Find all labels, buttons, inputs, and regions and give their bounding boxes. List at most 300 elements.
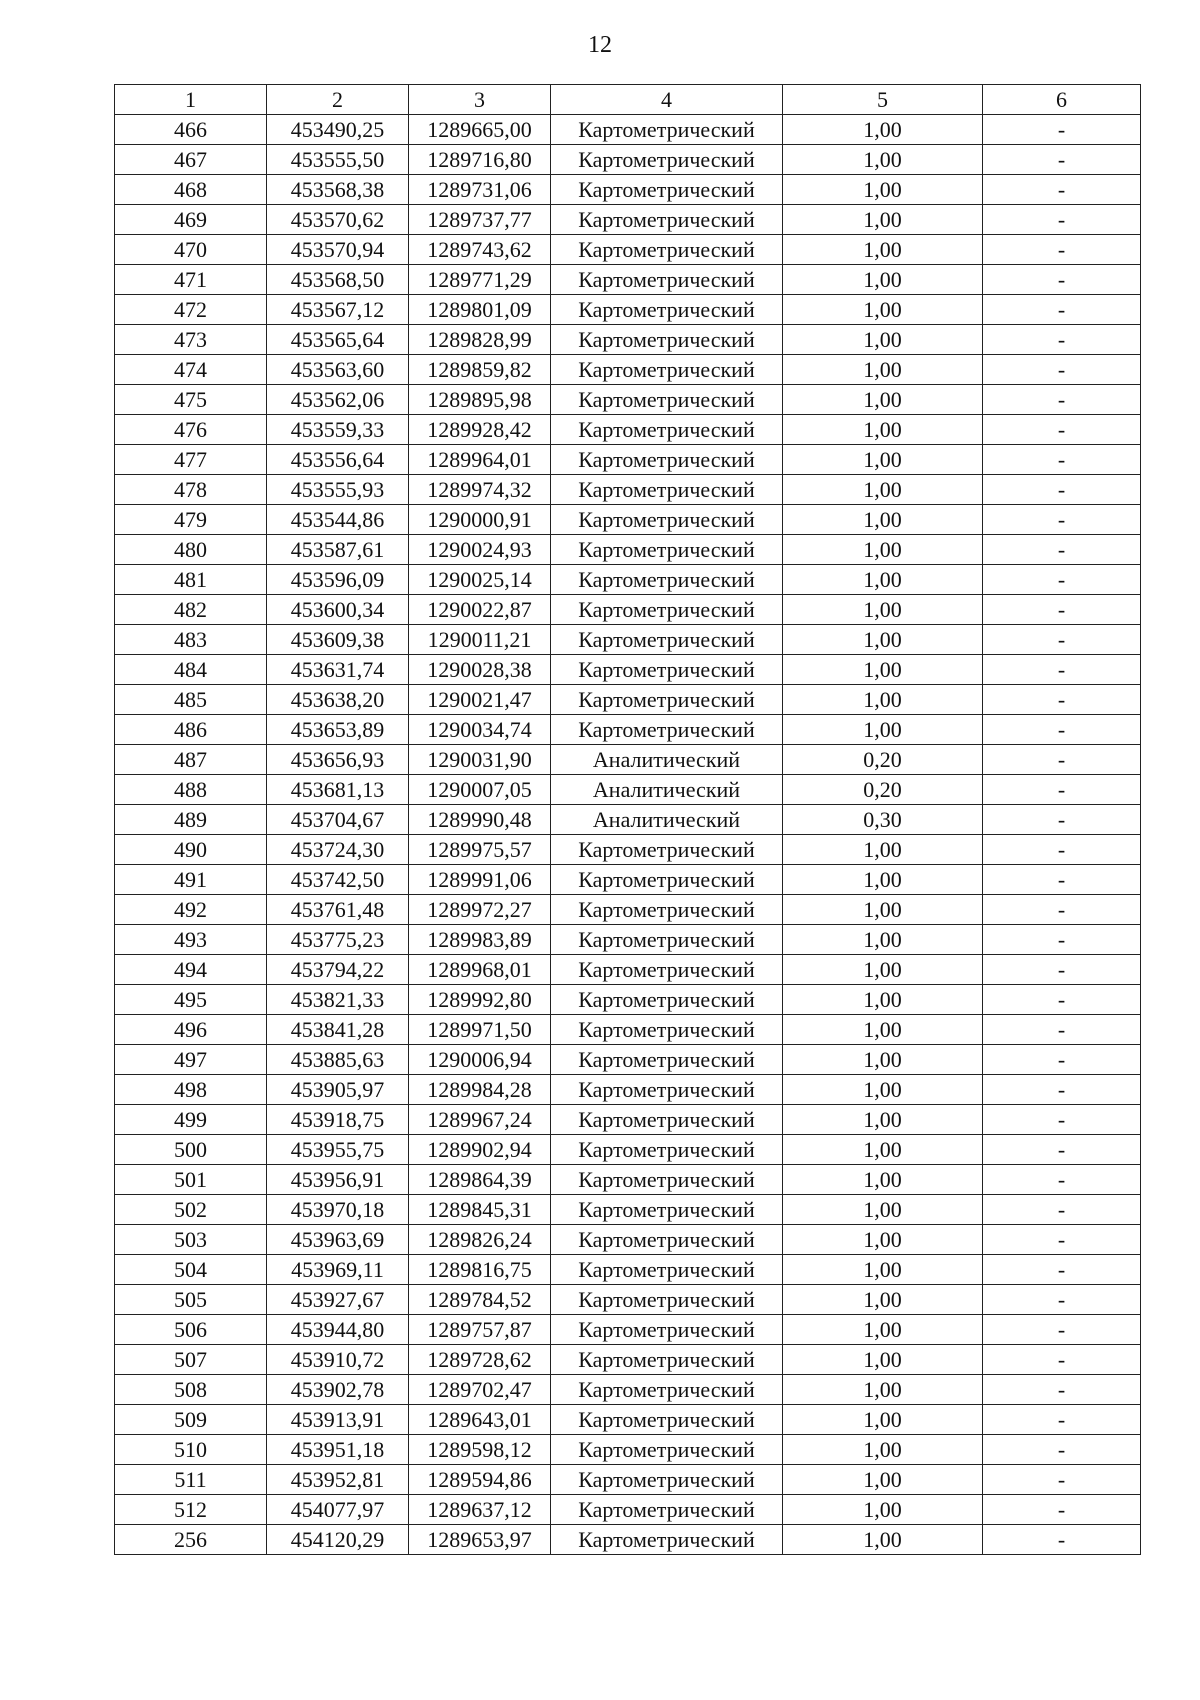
x-coordinate-cell: 453970,18 (267, 1195, 409, 1225)
note-cell: - (983, 475, 1141, 505)
method-cell: Картометрический (551, 1435, 783, 1465)
y-coordinate-cell: 1289864,39 (409, 1165, 551, 1195)
point-number-cell: 473 (115, 325, 267, 355)
y-coordinate-cell: 1289816,75 (409, 1255, 551, 1285)
method-cell: Картометрический (551, 1165, 783, 1195)
x-coordinate-cell: 453969,11 (267, 1255, 409, 1285)
note-cell: - (983, 1165, 1141, 1195)
x-coordinate-cell: 453555,93 (267, 475, 409, 505)
table-row (115, 715, 1141, 745)
note-cell: - (983, 565, 1141, 595)
y-coordinate-cell: 1289974,32 (409, 475, 551, 505)
y-coordinate-cell: 1289828,99 (409, 325, 551, 355)
table-row (115, 955, 1141, 985)
note-cell: - (983, 145, 1141, 175)
point-number-cell: 481 (115, 565, 267, 595)
method-cell: Картометрический (551, 1105, 783, 1135)
accuracy-cell: 1,00 (783, 1165, 983, 1195)
y-coordinate-cell: 1289737,77 (409, 205, 551, 235)
y-coordinate-cell: 1289968,01 (409, 955, 551, 985)
method-cell: Картометрический (551, 325, 783, 355)
table-container (114, 84, 1141, 1555)
point-number-cell: 478 (115, 475, 267, 505)
method-cell: Картометрический (551, 1375, 783, 1405)
x-coordinate-cell: 453681,13 (267, 775, 409, 805)
point-number-cell: 477 (115, 445, 267, 475)
x-coordinate-cell: 453963,69 (267, 1225, 409, 1255)
accuracy-cell: 1,00 (783, 1225, 983, 1255)
method-cell: Картометрический (551, 295, 783, 325)
table-row (115, 925, 1141, 955)
point-number-cell: 508 (115, 1375, 267, 1405)
point-number-cell: 466 (115, 115, 267, 145)
note-cell: - (983, 1435, 1141, 1465)
method-cell: Картометрический (551, 1255, 783, 1285)
point-number-cell: 487 (115, 745, 267, 775)
table-row (115, 895, 1141, 925)
y-coordinate-cell: 1289983,89 (409, 925, 551, 955)
x-coordinate-cell: 454077,97 (267, 1495, 409, 1525)
note-cell: - (983, 1285, 1141, 1315)
note-cell: - (983, 1015, 1141, 1045)
point-number-cell: 483 (115, 625, 267, 655)
table-row (115, 1015, 1141, 1045)
method-cell: Картометрический (551, 145, 783, 175)
table-row (115, 865, 1141, 895)
note-cell: - (983, 1465, 1141, 1495)
accuracy-cell: 1,00 (783, 325, 983, 355)
y-coordinate-cell: 1290031,90 (409, 745, 551, 775)
method-cell: Картометрический (551, 175, 783, 205)
point-number-cell: 485 (115, 685, 267, 715)
y-coordinate-cell: 1289972,27 (409, 895, 551, 925)
table-row (115, 805, 1141, 835)
table-row (115, 1105, 1141, 1135)
table-row (115, 445, 1141, 475)
note-cell: - (983, 175, 1141, 205)
method-cell: Картометрический (551, 1405, 783, 1435)
x-coordinate-cell: 453565,64 (267, 325, 409, 355)
note-cell: - (983, 1525, 1141, 1555)
table-row (115, 145, 1141, 175)
y-coordinate-cell: 1289992,80 (409, 985, 551, 1015)
method-cell: Картометрический (551, 925, 783, 955)
method-cell: Картометрический (551, 445, 783, 475)
method-cell: Картометрический (551, 625, 783, 655)
point-number-cell: 502 (115, 1195, 267, 1225)
accuracy-cell: 1,00 (783, 445, 983, 475)
accuracy-cell: 1,00 (783, 355, 983, 385)
note-cell: - (983, 1315, 1141, 1345)
point-number-cell: 469 (115, 205, 267, 235)
method-cell: Картометрический (551, 1285, 783, 1315)
note-cell: - (983, 1045, 1141, 1075)
table-row (115, 625, 1141, 655)
accuracy-cell: 0,20 (783, 745, 983, 775)
x-coordinate-cell: 453600,34 (267, 595, 409, 625)
x-coordinate-cell: 453490,25 (267, 115, 409, 145)
x-coordinate-cell: 453704,67 (267, 805, 409, 835)
coordinates-table (114, 84, 1141, 1555)
table-row (115, 1345, 1141, 1375)
y-coordinate-cell: 1290022,87 (409, 595, 551, 625)
note-cell: - (983, 1075, 1141, 1105)
column-header-3: 3 (409, 85, 551, 115)
note-cell: - (983, 1375, 1141, 1405)
accuracy-cell: 1,00 (783, 1135, 983, 1165)
table-row (115, 1045, 1141, 1075)
accuracy-cell: 1,00 (783, 1525, 983, 1555)
note-cell: - (983, 445, 1141, 475)
note-cell: - (983, 1345, 1141, 1375)
note-cell: - (983, 715, 1141, 745)
accuracy-cell: 1,00 (783, 925, 983, 955)
y-coordinate-cell: 1290007,05 (409, 775, 551, 805)
x-coordinate-cell: 453761,48 (267, 895, 409, 925)
point-number-cell: 494 (115, 955, 267, 985)
y-coordinate-cell: 1289967,24 (409, 1105, 551, 1135)
note-cell: - (983, 925, 1141, 955)
table-row (115, 535, 1141, 565)
x-coordinate-cell: 453544,86 (267, 505, 409, 535)
point-number-cell: 497 (115, 1045, 267, 1075)
method-cell: Картометрический (551, 1345, 783, 1375)
accuracy-cell: 0,20 (783, 775, 983, 805)
x-coordinate-cell: 453562,06 (267, 385, 409, 415)
method-cell: Картометрический (551, 595, 783, 625)
accuracy-cell: 1,00 (783, 835, 983, 865)
note-cell: - (983, 955, 1141, 985)
y-coordinate-cell: 1289990,48 (409, 805, 551, 835)
accuracy-cell: 1,00 (783, 505, 983, 535)
x-coordinate-cell: 453910,72 (267, 1345, 409, 1375)
x-coordinate-cell: 453724,30 (267, 835, 409, 865)
note-cell: - (983, 325, 1141, 355)
table-row (115, 1075, 1141, 1105)
method-cell: Картометрический (551, 475, 783, 505)
point-number-cell: 484 (115, 655, 267, 685)
y-coordinate-cell: 1289801,09 (409, 295, 551, 325)
accuracy-cell: 1,00 (783, 1195, 983, 1225)
point-number-cell: 504 (115, 1255, 267, 1285)
table-row (115, 775, 1141, 805)
column-header-6: 6 (983, 85, 1141, 115)
note-cell: - (983, 1255, 1141, 1285)
accuracy-cell: 1,00 (783, 1375, 983, 1405)
point-number-cell: 505 (115, 1285, 267, 1315)
x-coordinate-cell: 453587,61 (267, 535, 409, 565)
table-row (115, 1465, 1141, 1495)
table-row (115, 1165, 1141, 1195)
x-coordinate-cell: 453568,38 (267, 175, 409, 205)
x-coordinate-cell: 453568,50 (267, 265, 409, 295)
point-number-cell: 499 (115, 1105, 267, 1135)
table-row (115, 175, 1141, 205)
column-header-4: 4 (551, 85, 783, 115)
table-row (115, 1285, 1141, 1315)
point-number-cell: 510 (115, 1435, 267, 1465)
note-cell: - (983, 1225, 1141, 1255)
table-row (115, 385, 1141, 415)
y-coordinate-cell: 1289743,62 (409, 235, 551, 265)
accuracy-cell: 1,00 (783, 145, 983, 175)
accuracy-cell: 1,00 (783, 295, 983, 325)
accuracy-cell: 1,00 (783, 385, 983, 415)
note-cell: - (983, 1195, 1141, 1225)
accuracy-cell: 1,00 (783, 1045, 983, 1075)
point-number-cell: 500 (115, 1135, 267, 1165)
point-number-cell: 471 (115, 265, 267, 295)
table-row (115, 325, 1141, 355)
method-cell: Картометрический (551, 565, 783, 595)
y-coordinate-cell: 1289859,82 (409, 355, 551, 385)
accuracy-cell: 1,00 (783, 535, 983, 565)
table-row (115, 235, 1141, 265)
method-cell: Картометрический (551, 415, 783, 445)
note-cell: - (983, 295, 1141, 325)
accuracy-cell: 0,30 (783, 805, 983, 835)
x-coordinate-cell: 453885,63 (267, 1045, 409, 1075)
y-coordinate-cell: 1289731,06 (409, 175, 551, 205)
accuracy-cell: 1,00 (783, 1435, 983, 1465)
accuracy-cell: 1,00 (783, 685, 983, 715)
table-row (115, 1315, 1141, 1345)
table-row (115, 475, 1141, 505)
point-number-cell: 474 (115, 355, 267, 385)
accuracy-cell: 1,00 (783, 1105, 983, 1135)
method-cell: Картометрический (551, 1315, 783, 1345)
note-cell: - (983, 415, 1141, 445)
column-header-2: 2 (267, 85, 409, 115)
point-number-cell: 490 (115, 835, 267, 865)
column-header-1: 1 (115, 85, 267, 115)
note-cell: - (983, 1135, 1141, 1165)
table-row (115, 115, 1141, 145)
x-coordinate-cell: 453567,12 (267, 295, 409, 325)
x-coordinate-cell: 453952,81 (267, 1465, 409, 1495)
accuracy-cell: 1,00 (783, 1345, 983, 1375)
accuracy-cell: 1,00 (783, 265, 983, 295)
note-cell: - (983, 205, 1141, 235)
point-number-cell: 468 (115, 175, 267, 205)
x-coordinate-cell: 453944,80 (267, 1315, 409, 1345)
accuracy-cell: 1,00 (783, 865, 983, 895)
point-number-cell: 480 (115, 535, 267, 565)
note-cell: - (983, 865, 1141, 895)
table-row (115, 1375, 1141, 1405)
note-cell: - (983, 595, 1141, 625)
table-row (115, 985, 1141, 1015)
x-coordinate-cell: 453563,60 (267, 355, 409, 385)
point-number-cell: 496 (115, 1015, 267, 1045)
point-number-cell: 495 (115, 985, 267, 1015)
note-cell: - (983, 775, 1141, 805)
x-coordinate-cell: 453821,33 (267, 985, 409, 1015)
x-coordinate-cell: 453609,38 (267, 625, 409, 655)
method-cell: Картометрический (551, 1195, 783, 1225)
x-coordinate-cell: 453656,93 (267, 745, 409, 775)
note-cell: - (983, 805, 1141, 835)
table-row (115, 595, 1141, 625)
point-number-cell: 482 (115, 595, 267, 625)
point-number-cell: 472 (115, 295, 267, 325)
x-coordinate-cell: 453653,89 (267, 715, 409, 745)
method-cell: Картометрический (551, 205, 783, 235)
x-coordinate-cell: 453918,75 (267, 1105, 409, 1135)
accuracy-cell: 1,00 (783, 1015, 983, 1045)
x-coordinate-cell: 453955,75 (267, 1135, 409, 1165)
point-number-cell: 475 (115, 385, 267, 415)
accuracy-cell: 1,00 (783, 625, 983, 655)
page-number: 12 (588, 32, 612, 58)
y-coordinate-cell: 1289653,97 (409, 1525, 551, 1555)
note-cell: - (983, 235, 1141, 265)
y-coordinate-cell: 1290024,93 (409, 535, 551, 565)
accuracy-cell: 1,00 (783, 475, 983, 505)
table-row (115, 1135, 1141, 1165)
table-row (115, 505, 1141, 535)
y-coordinate-cell: 1289598,12 (409, 1435, 551, 1465)
y-coordinate-cell: 1290000,91 (409, 505, 551, 535)
point-number-cell: 467 (115, 145, 267, 175)
method-cell: Картометрический (551, 1465, 783, 1495)
point-number-cell: 476 (115, 415, 267, 445)
table-row (115, 295, 1141, 325)
method-cell: Аналитический (551, 775, 783, 805)
point-number-cell: 492 (115, 895, 267, 925)
table-row (115, 1495, 1141, 1525)
accuracy-cell: 1,00 (783, 955, 983, 985)
x-coordinate-cell: 453570,94 (267, 235, 409, 265)
table-row (115, 835, 1141, 865)
x-coordinate-cell: 453927,67 (267, 1285, 409, 1315)
point-number-cell: 470 (115, 235, 267, 265)
method-cell: Картометрический (551, 1015, 783, 1045)
table-header (115, 85, 1141, 115)
method-cell: Картометрический (551, 835, 783, 865)
method-cell: Картометрический (551, 355, 783, 385)
method-cell: Картометрический (551, 685, 783, 715)
accuracy-cell: 1,00 (783, 1255, 983, 1285)
y-coordinate-cell: 1289964,01 (409, 445, 551, 475)
method-cell: Картометрический (551, 1525, 783, 1555)
point-number-cell: 491 (115, 865, 267, 895)
y-coordinate-cell: 1289771,29 (409, 265, 551, 295)
table-row (115, 745, 1141, 775)
y-coordinate-cell: 1290011,21 (409, 625, 551, 655)
y-coordinate-cell: 1289643,01 (409, 1405, 551, 1435)
note-cell: - (983, 535, 1141, 565)
point-number-cell: 493 (115, 925, 267, 955)
table-row (115, 1195, 1141, 1225)
accuracy-cell: 1,00 (783, 715, 983, 745)
point-number-cell: 506 (115, 1315, 267, 1345)
table-row (115, 355, 1141, 385)
table-row (115, 1525, 1141, 1555)
point-number-cell: 511 (115, 1465, 267, 1495)
method-cell: Картометрический (551, 235, 783, 265)
accuracy-cell: 1,00 (783, 565, 983, 595)
point-number-cell: 479 (115, 505, 267, 535)
point-number-cell: 256 (115, 1525, 267, 1555)
method-cell: Аналитический (551, 745, 783, 775)
method-cell: Картометрический (551, 1495, 783, 1525)
accuracy-cell: 1,00 (783, 595, 983, 625)
accuracy-cell: 1,00 (783, 985, 983, 1015)
note-cell: - (983, 1405, 1141, 1435)
method-cell: Картометрический (551, 655, 783, 685)
table-row (115, 1405, 1141, 1435)
note-cell: - (983, 385, 1141, 415)
method-cell: Картометрический (551, 895, 783, 925)
y-coordinate-cell: 1289826,24 (409, 1225, 551, 1255)
y-coordinate-cell: 1289971,50 (409, 1015, 551, 1045)
x-coordinate-cell: 453902,78 (267, 1375, 409, 1405)
note-cell: - (983, 835, 1141, 865)
accuracy-cell: 1,00 (783, 205, 983, 235)
table-row (115, 415, 1141, 445)
y-coordinate-cell: 1290034,74 (409, 715, 551, 745)
x-coordinate-cell: 453841,28 (267, 1015, 409, 1045)
method-cell: Картометрический (551, 505, 783, 535)
accuracy-cell: 1,00 (783, 1315, 983, 1345)
note-cell: - (983, 625, 1141, 655)
method-cell: Аналитический (551, 805, 783, 835)
method-cell: Картометрический (551, 1075, 783, 1105)
table-row (115, 265, 1141, 295)
method-cell: Картометрический (551, 115, 783, 145)
x-coordinate-cell: 453559,33 (267, 415, 409, 445)
y-coordinate-cell: 1289784,52 (409, 1285, 551, 1315)
point-number-cell: 501 (115, 1165, 267, 1195)
accuracy-cell: 1,00 (783, 1405, 983, 1435)
method-cell: Картометрический (551, 265, 783, 295)
x-coordinate-cell: 453794,22 (267, 955, 409, 985)
table-body (115, 115, 1141, 1555)
note-cell: - (983, 985, 1141, 1015)
note-cell: - (983, 355, 1141, 385)
x-coordinate-cell: 453631,74 (267, 655, 409, 685)
y-coordinate-cell: 1289975,57 (409, 835, 551, 865)
x-coordinate-cell: 453596,09 (267, 565, 409, 595)
x-coordinate-cell: 453951,18 (267, 1435, 409, 1465)
y-coordinate-cell: 1289637,12 (409, 1495, 551, 1525)
y-coordinate-cell: 1289984,28 (409, 1075, 551, 1105)
y-coordinate-cell: 1289991,06 (409, 865, 551, 895)
table-row (115, 1225, 1141, 1255)
note-cell: - (983, 265, 1141, 295)
x-coordinate-cell: 453913,91 (267, 1405, 409, 1435)
table-row (115, 685, 1141, 715)
y-coordinate-cell: 1289594,86 (409, 1465, 551, 1495)
method-cell: Картометрический (551, 715, 783, 745)
note-cell: - (983, 1495, 1141, 1525)
method-cell: Картометрический (551, 1045, 783, 1075)
method-cell: Картометрический (551, 985, 783, 1015)
accuracy-cell: 1,00 (783, 1285, 983, 1315)
x-coordinate-cell: 453775,23 (267, 925, 409, 955)
y-coordinate-cell: 1289845,31 (409, 1195, 551, 1225)
y-coordinate-cell: 1290028,38 (409, 655, 551, 685)
point-number-cell: 509 (115, 1405, 267, 1435)
y-coordinate-cell: 1290021,47 (409, 685, 551, 715)
method-cell: Картометрический (551, 385, 783, 415)
table-row (115, 655, 1141, 685)
y-coordinate-cell: 1289895,98 (409, 385, 551, 415)
method-cell: Картометрический (551, 1135, 783, 1165)
x-coordinate-cell: 453556,64 (267, 445, 409, 475)
method-cell: Картометрический (551, 535, 783, 565)
